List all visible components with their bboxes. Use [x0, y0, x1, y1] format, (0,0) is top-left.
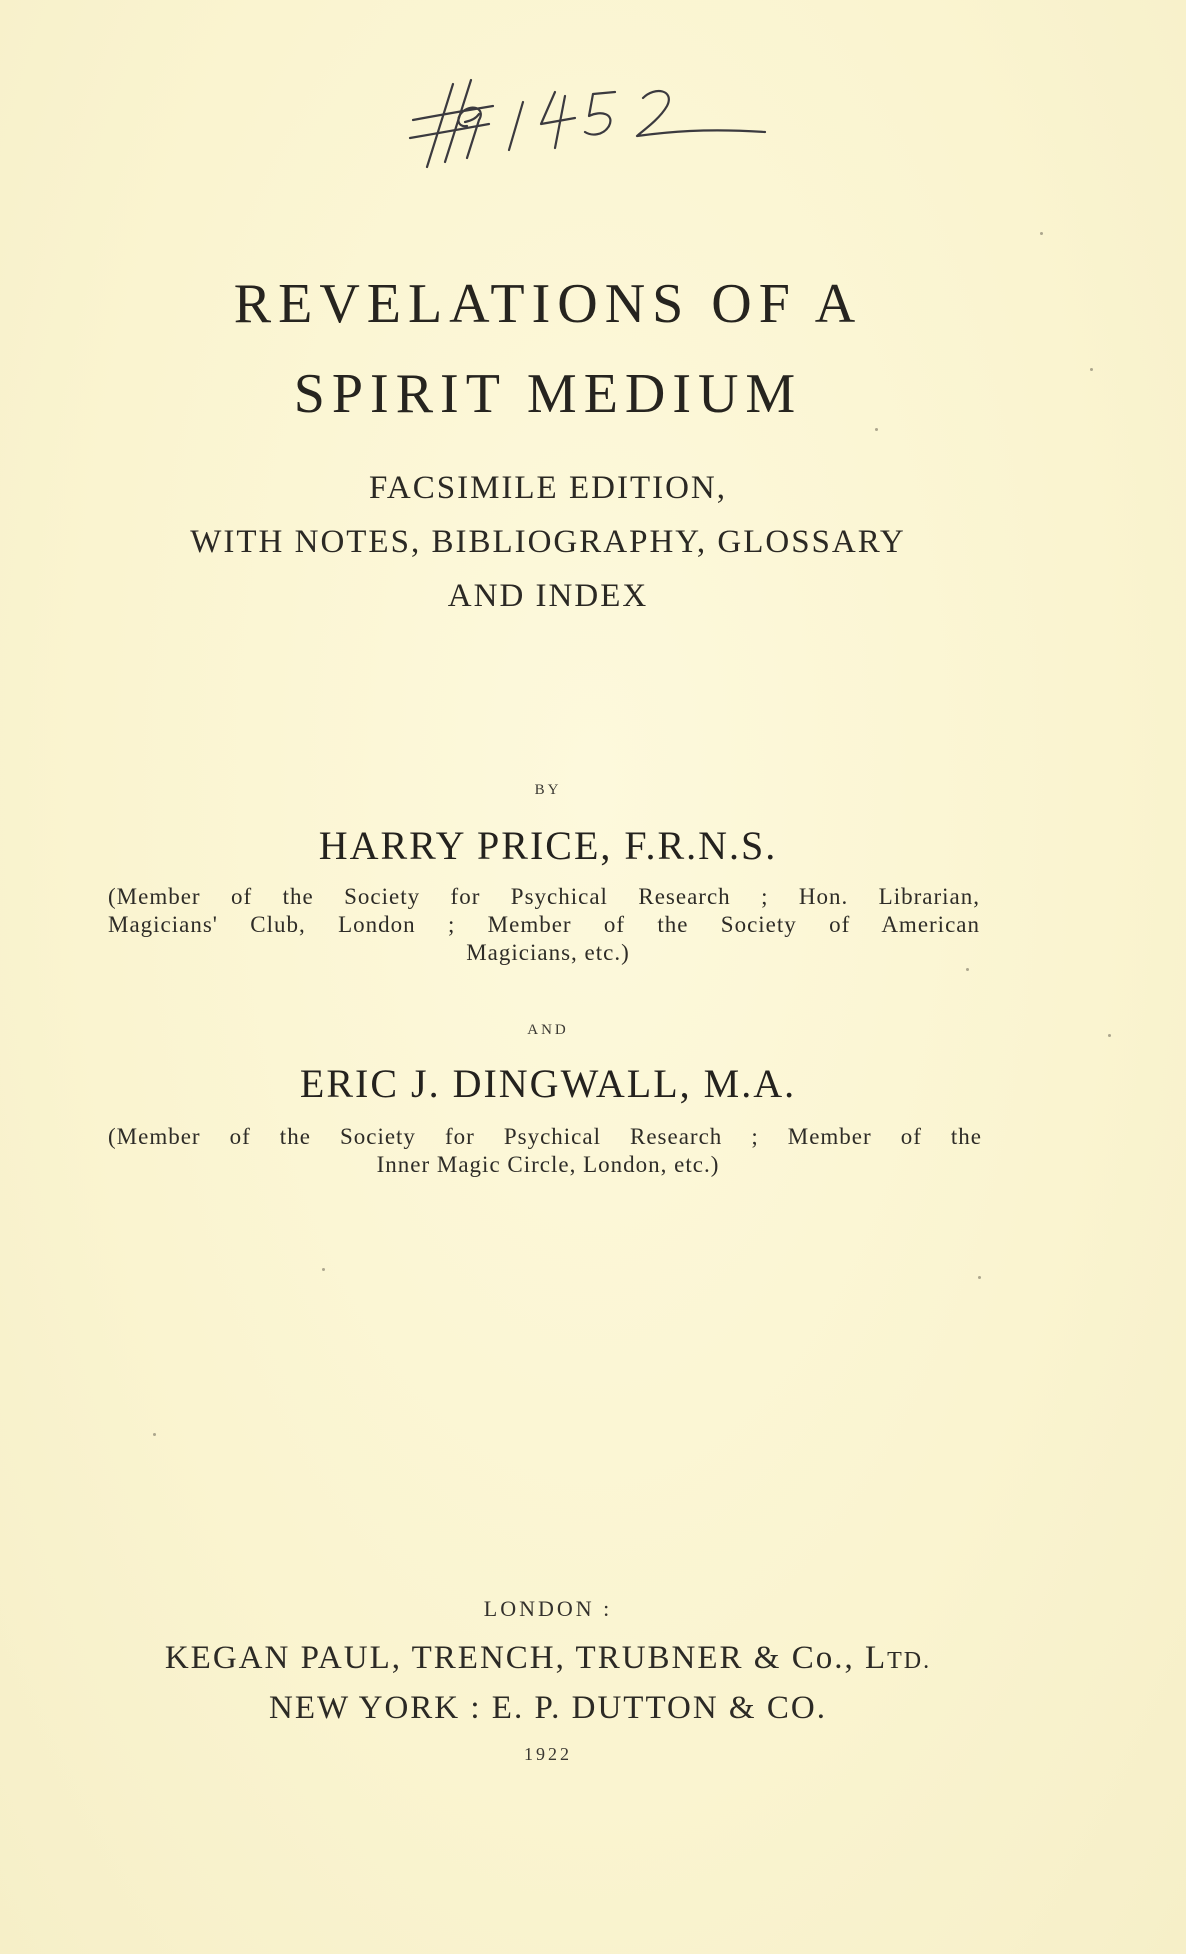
author-name-dingwall: ERIC J. DINGWALL, M.A. [299, 1061, 797, 1106]
paper-speck [153, 1433, 156, 1436]
subtitle-line-1: FACSIMILE EDITION, [368, 470, 728, 506]
handwritten-accession-mark [405, 62, 785, 182]
paper-speck [1108, 1034, 1111, 1037]
imprint-publisher-london-tail: TD. [887, 1648, 932, 1674]
paper-speck [322, 1268, 325, 1271]
paper-speck [875, 428, 878, 431]
book-title-line-1: REVELATIONS OF A [233, 273, 863, 335]
author-affiliation-price-line-3: Magicians, etc.) [466, 940, 630, 965]
author-name-price: HARRY PRICE, F.R.N.S. [318, 823, 778, 868]
imprint-publisher-london-main: KEGAN PAUL, TRENCH, TRUBNER & Co., L [164, 1640, 888, 1676]
book-title-line-2: SPIRIT MEDIUM [293, 363, 803, 425]
by-label: BY [534, 782, 562, 798]
author-affiliation-dingwall-line-1: (Member of the Society for Psychical Research ; Member of the [108, 1124, 982, 1149]
author-affiliation-price-line-1: (Member of the Society for Psychical Research ; Hon. Librarian, [108, 884, 980, 909]
paper-speck [966, 968, 969, 971]
paper-speck [978, 1276, 981, 1279]
publication-year: 1922 [524, 1744, 572, 1764]
imprint-publisher-newyork: NEW YORK : E. P. DUTTON & CO. [269, 1690, 827, 1726]
imprint-city: LONDON : [483, 1596, 613, 1621]
subtitle-line-2: WITH NOTES, BIBLIOGRAPHY, GLOSSARY [190, 524, 906, 560]
imprint-publisher-london [0, 1640, 1096, 1677]
subtitle-line-3: AND INDEX [447, 578, 649, 614]
paper-speck [1040, 232, 1043, 235]
author-affiliation-price-line-2: Magicians' Club, London ; Member of the Society of American [108, 912, 980, 937]
and-label: AND [527, 1022, 569, 1038]
paper-speck [1090, 368, 1093, 371]
author-affiliation-dingwall-line-2: Inner Magic Circle, London, etc.) [376, 1152, 720, 1177]
